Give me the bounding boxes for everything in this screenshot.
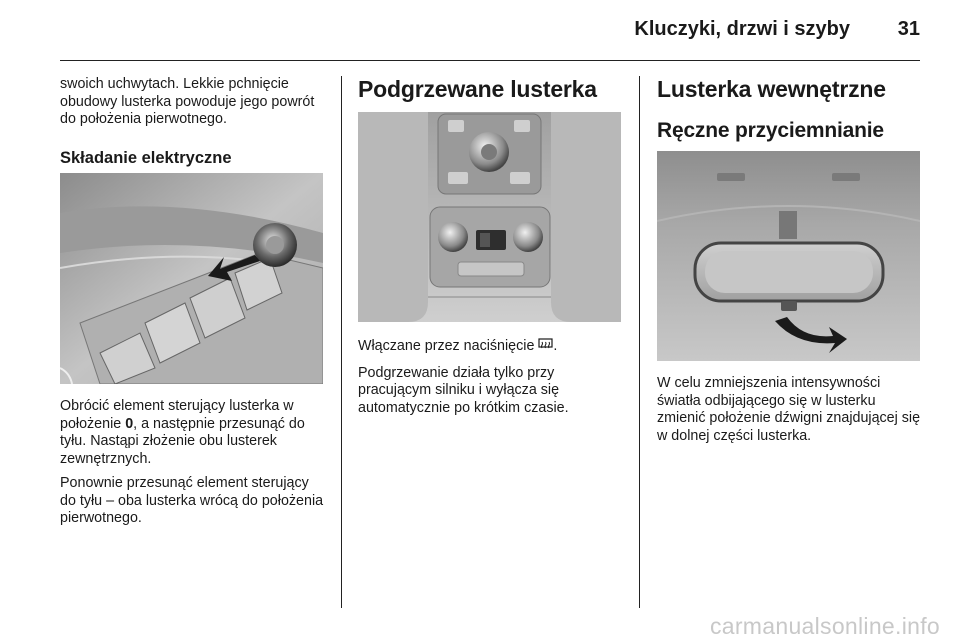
rearview-mirror-illustration [657,151,920,361]
column-divider [639,76,640,608]
heated-mirror-operation-paragraph: Podgrzewanie działa tylko przy pracującym silniku i wyłącza się automatycznie po krótkim czasie. [358,364,569,416]
column-2-text [358,338,624,417]
manual-dimming-paragraph: W celu zmniejszenia intensywności światła odbijającego się w lusterku zmienić położenie dźwigni znajdującej się w dolnej części lusterka. [657,375,921,444]
column-2 [358,76,624,103]
text-span: , a następnie przesunąć do tyłu. Nastąpi złożenie obu lusterek zewnętrznych. [60,415,305,467]
intro-paragraph: swoich uchwytach. Lekkie pchnięcie obudowy lusterka powoduje jego powrót do położenia pierwotnego. [60,76,315,127]
text-span: Włączane przez naciśnięcie [358,338,539,354]
center-console-illustration [358,112,621,322]
folding-instruction-paragraph [60,398,326,468]
section-heading-inside-mirrors: Lusterka wewnętrzne [657,76,886,102]
column-1-text [60,398,326,528]
column-3-text [657,375,921,445]
column-3 [657,76,921,143]
position-zero: 0 [125,415,134,432]
page-number: 31 [897,18,920,40]
column-1 [60,76,326,168]
text-span: Obrócić element sterujący lusterka w położenie [60,398,294,432]
watermark: carmanualsonline.info [709,613,940,639]
text-span: . [553,338,558,354]
page-header [60,0,920,61]
unfolding-instruction-paragraph: Ponownie przesunąć element sterujący do tyłu – oba lusterka wrócą do położenia pierwotnego. [60,475,324,526]
rear-window-heating-icon [538,338,553,358]
heated-mirror-activation-paragraph [358,338,624,358]
chapter-title: Kluczyki, drzwi i szyby [634,18,850,40]
section-heading-electric-folding: Składanie elektryczne [60,148,232,167]
subheading-manual-dimming: Ręczne przyciemnianie [657,119,884,142]
column-divider [341,76,342,608]
mirror-control-illustration [60,173,323,384]
section-heading-heated-mirrors: Podgrzewane lusterka [358,76,597,102]
